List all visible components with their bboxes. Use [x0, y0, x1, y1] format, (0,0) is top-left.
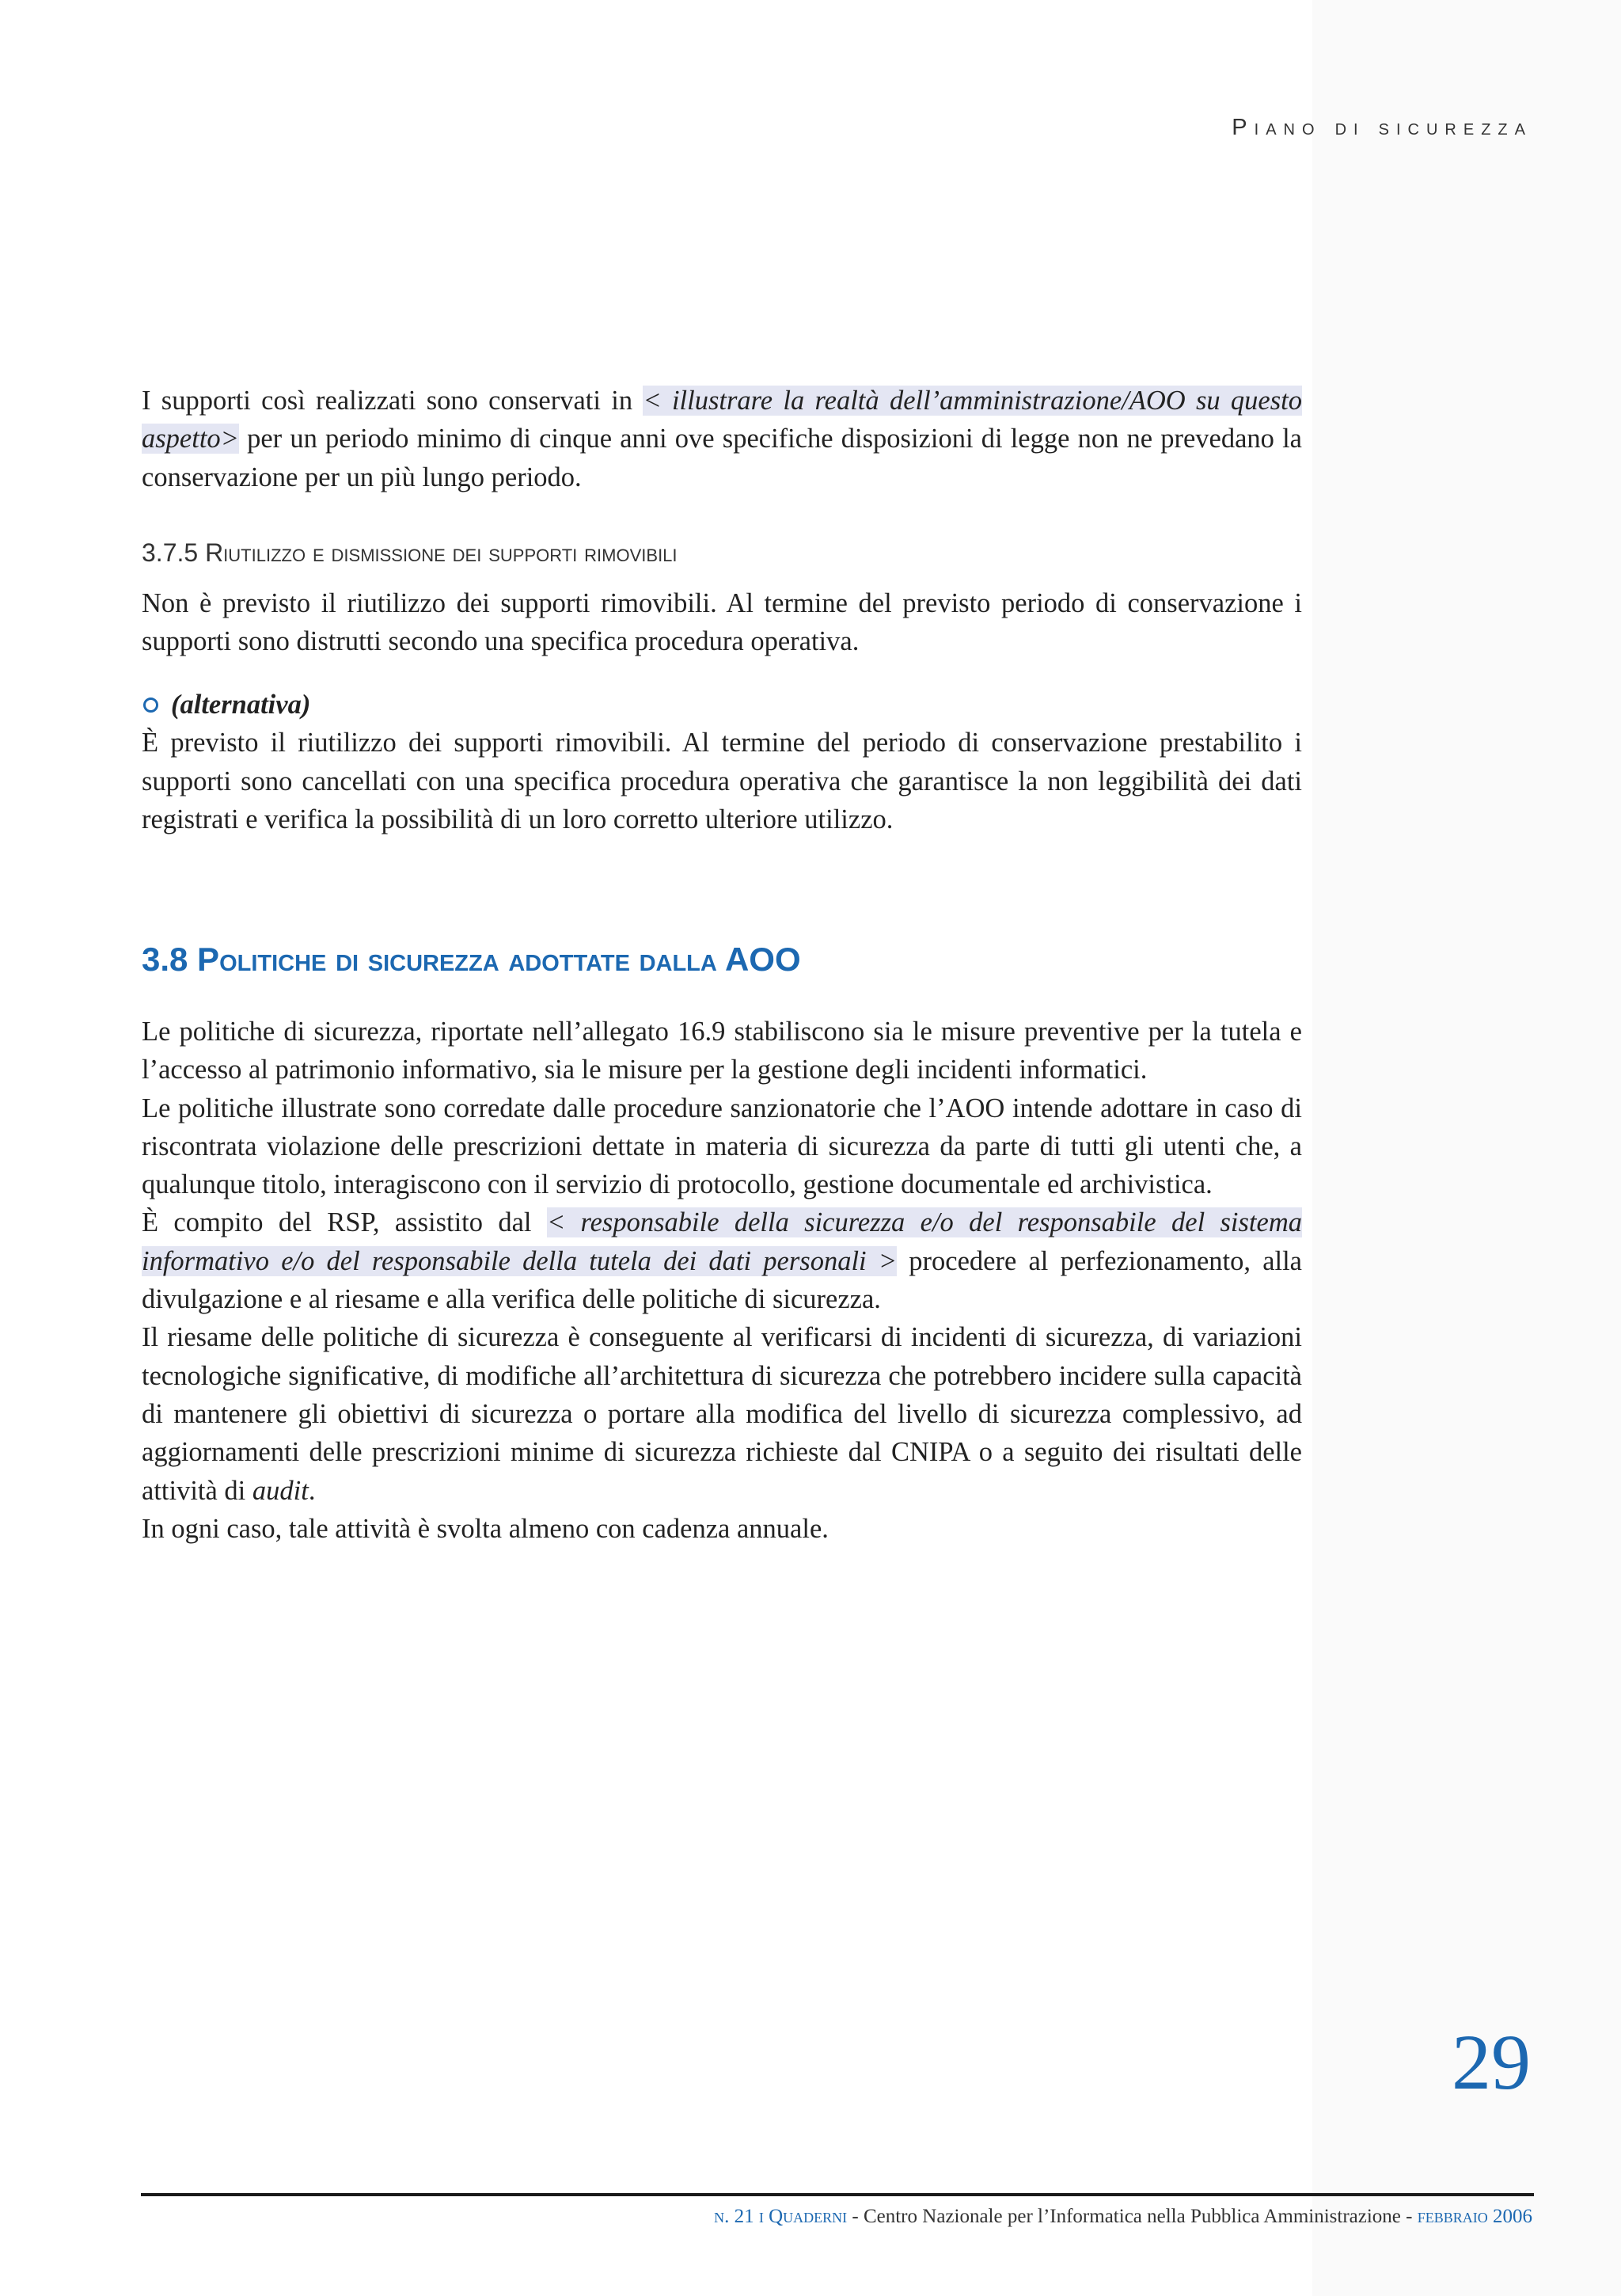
- p4-audit-italic: audit: [252, 1475, 309, 1506]
- footer-separator-1: -: [847, 2206, 864, 2227]
- section-3-7-5-paragraph: [142, 584, 1302, 661]
- section-heading-3-8: 3.8 Politiche di sicurezza adottate dalla AOO: [142, 941, 801, 978]
- page-number: 29: [1452, 2018, 1531, 2106]
- alternative-paragraph: È previsto il riutilizzo dei supporti rimovibili. Al termine del periodo di conservazione prestabilito i supporti sono cancellati con una specifica procedura operativa che garantisce la non leggibilità dei dati registrati e verifica la possibilità di un loro corretto ulteriore utilizzo.: [142, 728, 1302, 834]
- policy-paragraph-3: [142, 1203, 1302, 1318]
- alternative-block: [142, 686, 1302, 838]
- policy-paragraph-5: In ogni caso, tale attività è svolta almeno con cadenza annuale.: [142, 1513, 829, 1544]
- section-3-8-body: [142, 1013, 1302, 1548]
- subsection-heading-3-7-5: 3.7.5 Riutilizzo e dismissione dei supporti rimovibili: [142, 538, 678, 567]
- alternative-label: (alternativa): [171, 690, 311, 720]
- reuse-paragraph: Non è previsto il riutilizzo dei supporti rimovibili. Al termine del previsto periodo di conservazione i supporti sono distrutti secondo una specifica procedura operativa.: [142, 588, 1302, 657]
- p3-placeholder-highlight: < responsabile della sicurezza e/o del responsabile del sistema informativo e/o del responsabile della tutela dei dati personali >: [142, 1207, 1302, 1276]
- footer-divider: [141, 2193, 1534, 2196]
- policy-paragraph-2: Le politiche illustrate sono corredate dalle procedure sanzionatorie che l’AOO intende adottare in caso di riscontrata violazione delle prescrizioni dettate in materia di sicurezza da parte di tutti gli utenti che, a qualunque titolo, interagiscono con il servizio di protocollo, gestione documentale ed archivistica.: [142, 1093, 1302, 1200]
- p3-text-before: È compito del RSP, assistito dal: [142, 1207, 547, 1238]
- footer-separator-2: -: [1400, 2206, 1418, 2227]
- p4-text-after: .: [308, 1475, 316, 1506]
- footer-issue: n. 21 i Quaderni: [714, 2206, 848, 2227]
- footer-publisher: Centro Nazionale per l’Informatica nella Pubblica Amministrazione: [863, 2206, 1401, 2227]
- policy-paragraph-4: [142, 1318, 1302, 1509]
- circle-bullet-icon: [143, 698, 158, 713]
- margin-shade: [1312, 0, 1621, 2296]
- intro-paragraph: [142, 382, 1302, 496]
- p4-text-before: Il riesame delle politiche di sicurezza è conseguente al verificarsi di incidenti di sicurezza, di variazioni tecnologiche significative, di modifiche all’architettura di sicurezza che potrebbero incidere sulla capacità di mantenere gli obiettivi di sicurezza o portare alla modifica del livello di sicurezza complessivo, ad aggiornamenti delle prescrizioni minime di sicurezza richieste dal CNIPA o a seguito dei risultati delle attività di: [142, 1322, 1302, 1506]
- intro-text-after: per un periodo minimo di cinque anni ove specifiche disposizioni di legge non ne prevedano la conservazione per un più lungo periodo.: [142, 424, 1302, 492]
- alternative-heading: [142, 686, 1302, 724]
- intro-text-before: I supporti così realizzati sono conservati in: [142, 386, 643, 416]
- footer-date: febbraio 2006: [1417, 2206, 1532, 2227]
- intro-placeholder-highlight: < illustrare la realtà dell’amministrazione/AOO su questo aspetto>: [142, 386, 1302, 454]
- footer: [714, 2206, 1532, 2228]
- running-header: Piano di sicurezza: [1232, 115, 1532, 140]
- policy-paragraph-1: Le politiche di sicurezza, riportate nell’allegato 16.9 stabiliscono sia le misure preventive per la tutela e l’accesso al patrimonio informativo, sia le misure per la gestione degli incidenti informatici.: [142, 1017, 1302, 1085]
- p3-text-after: procedere al perfezionamento, alla divulgazione e al riesame e alla verifica delle politiche di sicurezza.: [142, 1245, 1302, 1315]
